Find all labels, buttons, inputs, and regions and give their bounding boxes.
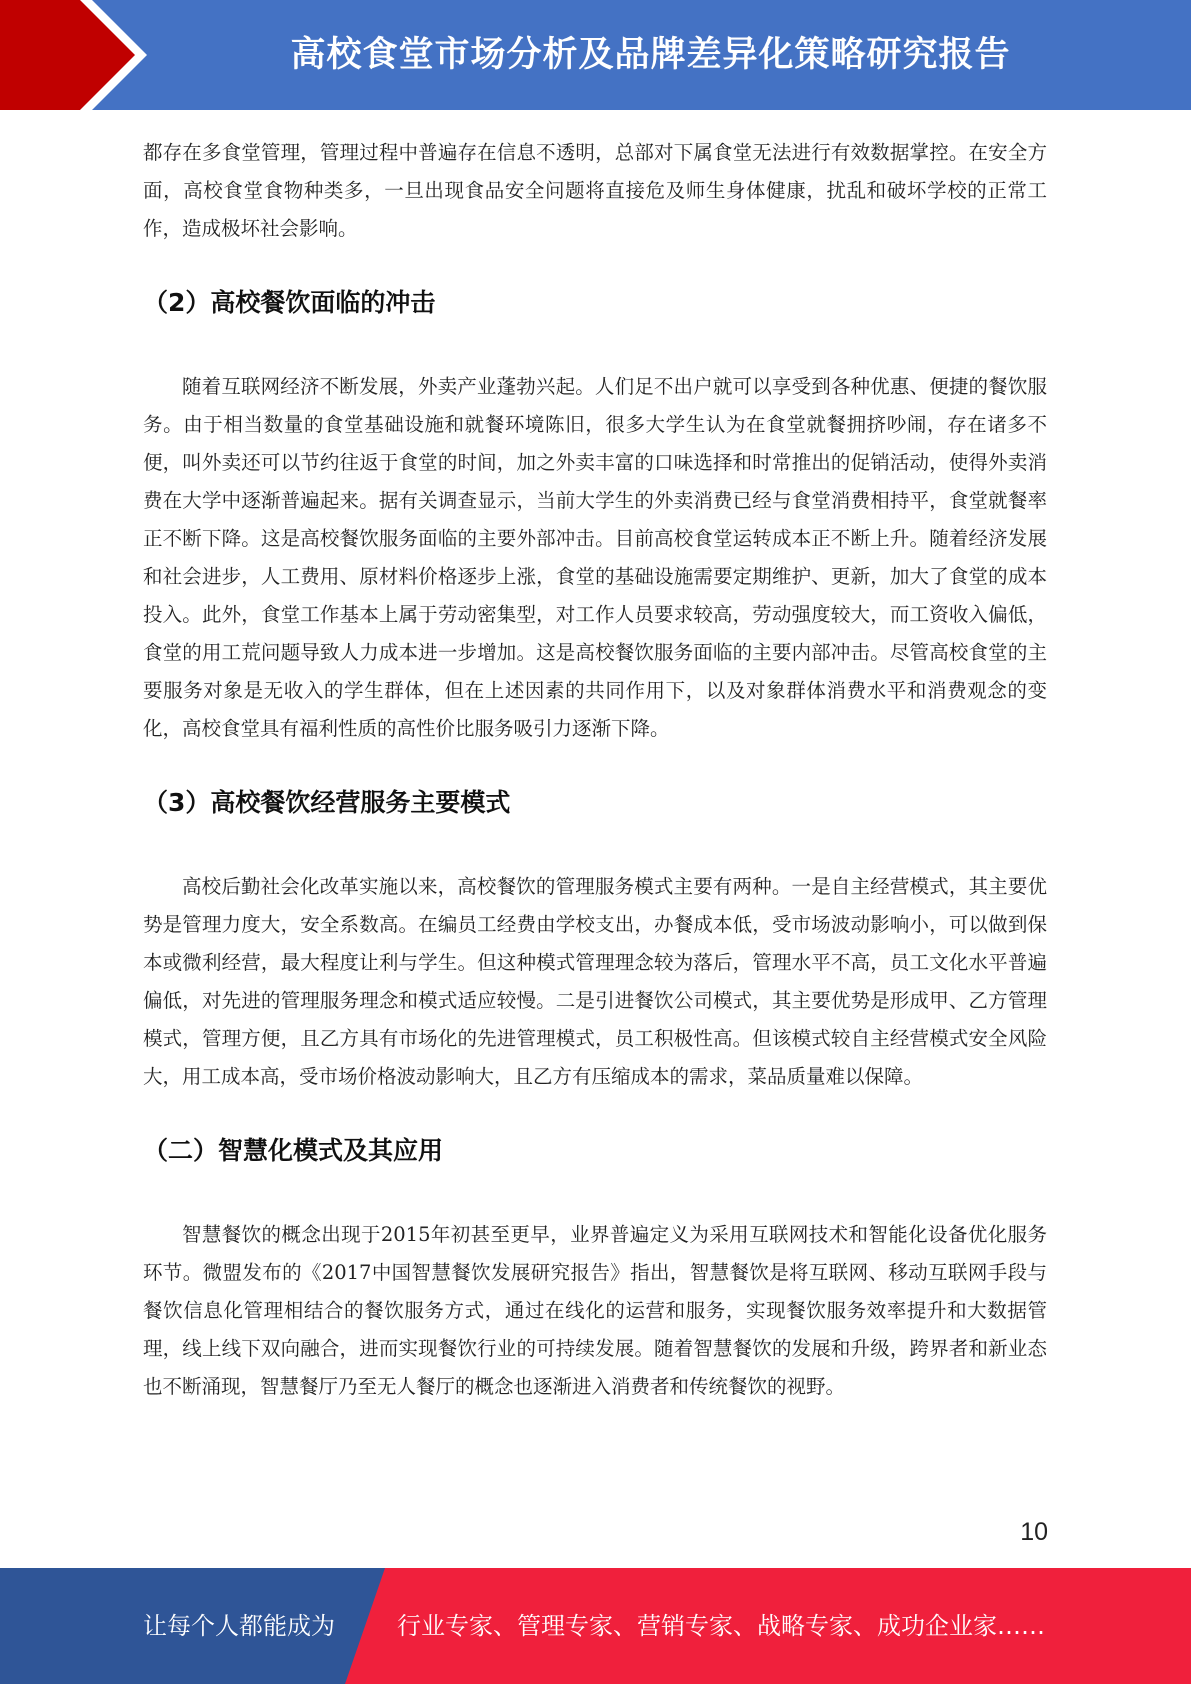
intro-paragraph: 都存在多食堂管理，管理过程中普遍存在信息不透明，总部对下属食堂无法进行有效数据掌控。在安全方面，高校食堂食物种类多，一旦出现食品安全问题将直接危及师生身体健康，扰乱和破坏学校的正常工作，造成极坏社会影响。 (143, 141, 1047, 240)
footer-slogan-right: 行业专家、管理专家、营销专家、战略专家、成功企业家…… (397, 1612, 1045, 1640)
header-arrow-decoration (0, 0, 150, 110)
section-b-paragraph: 智慧餐饮的概念出现于2015年初甚至更早，业界普遍定义为采用互联网技术和智能化设备优化服务环节。微盟发布的《2017中国智慧餐饮发展研究报告》指出，智慧餐饮是将互联网、移动互联网手段与餐饮信息化管理相结合的餐饮服务方式，通过在线化的运营和服务，实现餐饮服务效率提升和大数据管理，线上线下双向融合，进而实现餐饮行业的可持续发展。随着智慧餐饮的发展和升级，跨界者和新业态也不断涌现，智慧餐厅乃至无人餐厅的概念也逐渐进入消费者和传统餐饮的视野。 (143, 1223, 1047, 1398)
section-heading-b: （二）智慧化模式及其应用 (143, 1136, 444, 1165)
page-footer (0, 1568, 1191, 1684)
footer-slogan-left: 让每个人都能成为 (143, 1612, 335, 1640)
page-header (0, 0, 1191, 110)
page-number: 10 (1020, 1518, 1048, 1546)
section-heading-3: （3）高校餐饮经营服务主要模式 (143, 788, 511, 817)
section-3-paragraph: 高校后勤社会化改革实施以来，高校餐饮的管理服务模式主要有两种。一是自主经营模式，其主要优势是管理力度大，安全系数高。在编员工经费由学校支出，办餐成本低，受市场波动影响小，可以做到保本或微利经营，最大程度让利与学生。但这种模式管理理念较为落后，管理水平不高，员工文化水平普遍偏低，对先进的管理服务理念和模式适应较慢。二是引进餐饮公司模式，其主要优势是形成甲、乙方管理模式，管理方便，且乙方具有市场化的先进管理模式，员工积极性高。但该模式较自主经营模式安全风险大，用工成本高，受市场价格波动影响大，且乙方有压缩成本的需求，菜品质量难以保障。 (143, 875, 1047, 1088)
page-body (143, 134, 1047, 1406)
section-2-paragraph: 随着互联网经济不断发展，外卖产业蓬勃兴起。人们足不出户就可以享受到各种优惠、便捷的餐饮服务。由于相当数量的食堂基础设施和就餐环境陈旧，很多大学生认为在食堂就餐拥挤吵闹，存在诸多不便，叫外卖还可以节约往返于食堂的时间，加之外卖丰富的口味选择和时常推出的促销活动，使得外卖消费在大学中逐渐普遍起来。据有关调查显示，当前大学生的外卖消费已经与食堂消费相持平，食堂就餐率正不断下降。这是高校餐饮服务面临的主要外部冲击。目前高校食堂运转成本正不断上升。随着经济发展和社会进步，人工费用、原材料价格逐步上涨，食堂的基础设施需要定期维护、更新，加大了食堂的成本投入。此外，食堂工作基本上属于劳动密集型，对工作人员要求较高，劳动强度较大，而工资收入偏低，食堂的用工荒问题导致人力成本进一步增加。这是高校餐饮服务面临的主要内部冲击。尽管高校食堂的主要服务对象是无收入的学生群体，但在上述因素的共同作用下，以及对象群体消费水平和消费观念的变化，高校食堂具有福利性质的高性价比服务吸引力逐渐下降。 (143, 375, 1047, 740)
report-title: 高校食堂市场分析及品牌差异化策略研究报告 (290, 35, 1011, 75)
section-heading-2: （2）高校餐饮面临的冲击 (143, 288, 436, 317)
